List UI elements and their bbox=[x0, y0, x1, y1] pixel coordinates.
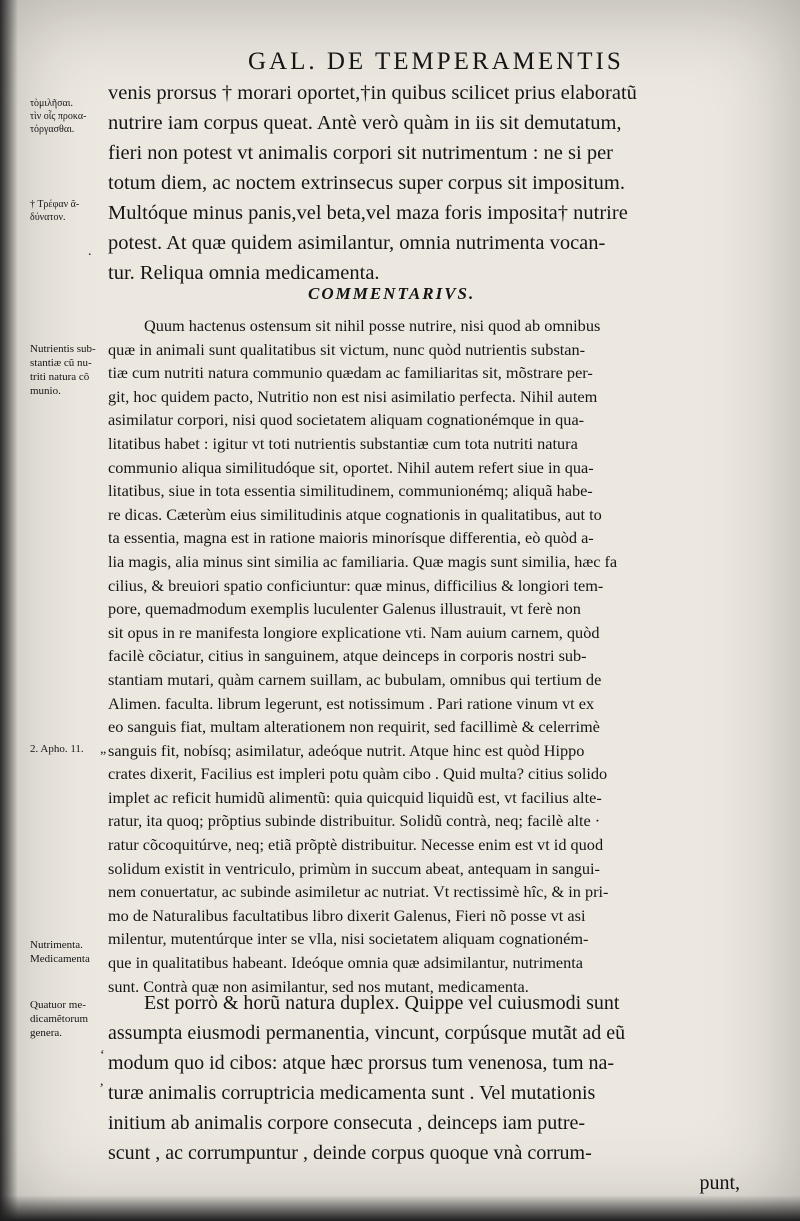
quotation-mark: „ bbox=[100, 742, 107, 757]
text-line: venis prorsus † morari oportet,†in quibus scilicet prius elaboratũ bbox=[108, 82, 637, 104]
text-line: facilè cõciatur, citius in sanguinem, atque deinceps in corporis nostri sub- bbox=[108, 646, 587, 666]
running-header: GAL. DE TEMPERAMENTIS bbox=[248, 48, 624, 75]
margin-line: 2. Apho. 11. bbox=[30, 743, 84, 755]
text-line: potest. At quæ quidem asimilantur, omnia nutrimenta vocan- bbox=[108, 232, 606, 254]
quotation-mark: ʻ bbox=[100, 1048, 105, 1063]
text-line: tur. Reliqua omnia medicamenta. bbox=[108, 262, 380, 284]
margin-line: Quatuor me- bbox=[30, 999, 86, 1011]
text-line: ratur cõcoquitúrve, neq; etiã prõptè distribuitur. Necesse enim est vt id quod bbox=[108, 835, 604, 855]
text-line: initium ab animalis corpore consecuta , deinceps iam putre- bbox=[108, 1112, 586, 1134]
text-line: implet ac reficit humidũ alimentũ: quia quicquid liquidũ est, vt facilius alte- bbox=[108, 787, 602, 807]
margin-line: stantiæ cũ nu- bbox=[30, 357, 92, 369]
page-bottom-shadow bbox=[0, 1195, 800, 1221]
text-block-duplex bbox=[108, 988, 740, 1198]
text-line: pore, quemadmodum exemplis luculenter Galenus illustrauit, vt ferè non bbox=[108, 599, 581, 619]
text-line: nutrire iam corpus queat. Antè verò quàm in iis sit demutatum, bbox=[108, 112, 622, 134]
marginal-dot: . bbox=[88, 244, 92, 259]
text-line: stantiam mutari, quàm carnem suillam, ac bubulam, omnibus qui tertium de bbox=[108, 669, 602, 689]
margin-line: Nutrientis sub- bbox=[30, 343, 96, 355]
margin-line: Nutrimenta. bbox=[30, 939, 83, 951]
text-line: eo sanguis fiat, multam alterationem non requirit, sed facillimè & celerrimè bbox=[108, 717, 600, 737]
text-line: sunt. Contrà quæ non asimilantur, sed nos mutant, medicamenta. bbox=[108, 976, 529, 996]
margin-line: † Τρέφαν ᾶ- bbox=[30, 199, 80, 210]
margin-line: munio. bbox=[30, 385, 61, 397]
margin-line: triti natura cõ bbox=[30, 371, 90, 383]
margin-line: τόργασθαι. bbox=[30, 124, 75, 135]
margin-line: genera. bbox=[30, 1027, 63, 1039]
text-line: Multóque minus panis,vel beta,vel maza foris imposita† nutrire bbox=[108, 202, 628, 224]
text-line: turæ animalis corruptricia medicamenta sunt . Vel mutationis bbox=[108, 1082, 596, 1104]
text-line: tiæ cum nutriti natura communio quædam ac familiaritas sit, mõstrare per- bbox=[108, 363, 593, 383]
text-line: crates dixerit, Facilius est impleri potu quàm cibo . Quid multa? citius solido bbox=[108, 764, 608, 784]
margin-note-greek-2 bbox=[30, 198, 112, 224]
text-line: fieri non potest vt animalis corpori sit nutrimentum : ne si per bbox=[108, 142, 614, 164]
text-line: ta essentia, magna est in ratione maioris minorísque differentia, eò quòd a- bbox=[108, 528, 594, 548]
margin-note-greek-1 bbox=[30, 97, 112, 136]
text-line: scunt , ac corrumpuntur , deinde corpus quoque vnà corrum- bbox=[108, 1142, 592, 1164]
margin-note-nutrientis bbox=[30, 342, 112, 398]
margin-line: dicamẽtorum bbox=[30, 1013, 89, 1025]
text-line: sit opus in re manifesta longiore explicatione vti. Nam auium carnem, quòd bbox=[108, 622, 600, 642]
text-line: nem conuertatur, ac subinde asimiletur ac nutriat. Vt rectissimè hîc, & in pri- bbox=[108, 882, 609, 902]
text-block-galen bbox=[108, 78, 740, 288]
text-line: lia magis, alia minus sint similia ac familiaria. Quæ magis sunt similia, hæc fa bbox=[108, 551, 618, 571]
text-line: cilius, & breuiori spatio conficiuntur: quæ minus, difficilius & longiori tem- bbox=[108, 575, 604, 595]
text-line: Alimen. facultа. librum legerunt, est notissimum . Pari ratione vinum vt ex bbox=[108, 693, 595, 713]
margin-note-nutrimenta bbox=[30, 938, 112, 966]
text-line: totum diem, ac noctem extrinsecus super corpus sit impositum. bbox=[108, 172, 625, 194]
margin-line: Medicamenta bbox=[30, 953, 90, 965]
margin-line: δύνατον. bbox=[30, 212, 66, 223]
text-line: communio aliqua similitudóque sit, oportet. Nihil autem refert siue in qua- bbox=[108, 457, 594, 477]
text-line: Quum hactenus ostensum sit nihil posse nutrire, nisi quod ab omnibus bbox=[144, 316, 601, 335]
text-line: milentur, mutentúrque inter se vlla, nisi societatem aliquam cognationém- bbox=[108, 929, 589, 949]
margin-note-quatuor bbox=[30, 998, 112, 1040]
page-spine-shadow bbox=[0, 0, 18, 1221]
text-line: assumpta eiusmodi permanentia, vincunt, corpúsque mutãt ad eũ bbox=[108, 1022, 626, 1044]
margin-line: τὶν οἷς προκα- bbox=[30, 111, 87, 122]
text-line: litatibus habet : igitur vt toti nutrientis substantiæ cum tota nutriti natura bbox=[108, 433, 578, 453]
text-line: modum quo id cibos: atque hæc prorsus tum venenosa, tum na- bbox=[108, 1052, 615, 1074]
margin-line: τὸμιλῆσαι. bbox=[30, 98, 73, 109]
text-block-commentary bbox=[108, 314, 740, 998]
commentary-heading: COMMENTARIVS. bbox=[308, 284, 476, 303]
text-line: litatibus, siue in tota essentia similitudinem, communionémq; aliquã habe- bbox=[108, 481, 593, 501]
text-line: git, hoc quidem pacto, Nutritio non est nisi asimilatio perfecta. Nihil autem bbox=[108, 386, 598, 406]
quotation-mark: , bbox=[100, 1074, 104, 1089]
text-line: sanguis fit, nobísq; asimilatur, adeóque nutrit. Atque hinc est quòd Hippo bbox=[108, 740, 585, 760]
text-line: que in qualitatibus habeant. Ideóque omnia quæ adsimilantur, nutrimenta bbox=[108, 953, 584, 973]
text-line: punt, bbox=[699, 1172, 740, 1194]
text-line: re dicas. Cæterùm eius similitudinis atque cognationis in qualitatibus, aut to bbox=[108, 504, 602, 524]
text-line: solidum existit in ventriculo, primùm in succum abeat, antequam in sangui- bbox=[108, 858, 600, 878]
text-line: ratur, ita quoq; prõptius subinde distribuitur. Solidũ contrà, neq; facilè alte · bbox=[108, 811, 601, 831]
text-line: quæ in animali sunt qualitatibus sit victum, nunc quòd nutrientis substan- bbox=[108, 339, 586, 359]
text-line: asimilatur corpori, nisi quod societatem aliquam cognationémque in qua- bbox=[108, 410, 585, 430]
text-line: mo de Naturalibus facultatibus libro dixerit Galenus, Fieri nõ posse vt asi bbox=[108, 905, 586, 925]
text-line: Est porrò & horũ natura duplex. Quippe vel cuiusmodi sunt bbox=[144, 992, 620, 1014]
